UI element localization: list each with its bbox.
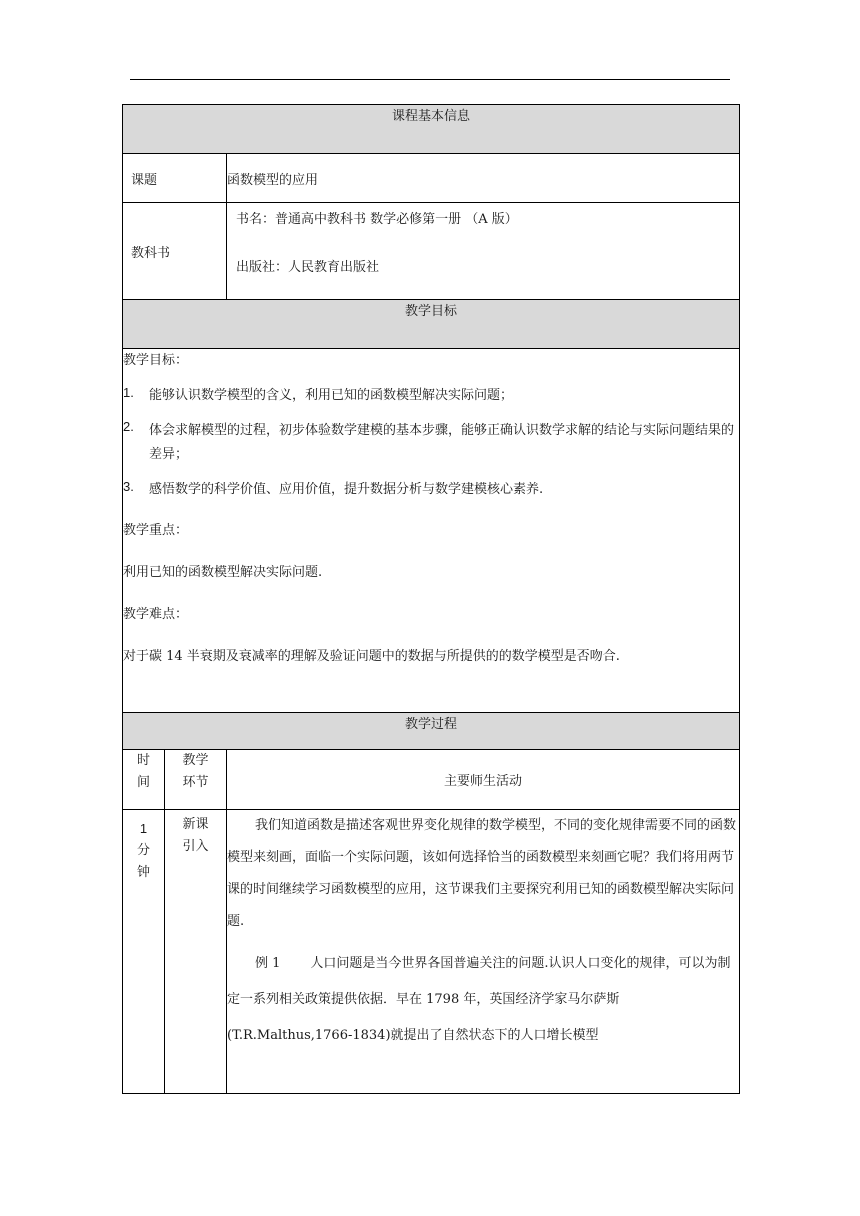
header-rule <box>130 79 730 80</box>
example-1-label: 例 1 <box>255 956 281 971</box>
section-title-course-info: 课程基本信息 <box>123 105 740 154</box>
section-title-goals: 教学目标 <box>123 300 740 349</box>
key-text: 利用已知的函数模型解决实际问题. <box>123 565 323 580</box>
textbook-label: 教科书 <box>123 203 227 300</box>
intro-paragraph: 我们知道函数是描述客观世界变化规律的数学模型，不同的变化规律需要不同的函数模型来刻画，面临一个实际问题，该如何选择恰当的函数模型来刻画它呢？我们将用两节课的时间继续学习函数模型的应用，这节课我们主要探究利用已知的函数模型解决实际问题. <box>227 818 737 929</box>
goals-heading: 教学目标： <box>123 353 189 368</box>
example-1 <box>227 946 739 1054</box>
topic-value: 函数模型的应用 <box>227 154 740 203</box>
textbook-name: 书名：普通高中教科书 数学必修第一册 （A 版） <box>236 212 518 227</box>
key-heading: 教学重点： <box>123 523 189 538</box>
goal-item-2: 2. 体会求解模型的过程，初步体验数学建模的基本步骤，能够正确认识数学求解的结论与实际问题结果的差异； <box>123 419 735 462</box>
difficulty-text: 对于碳 14 半衰期及衰减率的理解及验证问题中的数据与所提供的的数学模型是否吻合. <box>123 649 620 664</box>
col-header-activity: 主要师生活动 <box>227 750 740 810</box>
row1-activity <box>227 810 740 1094</box>
textbook-info <box>227 203 740 300</box>
col-header-stage: 教学 环节 <box>165 750 227 810</box>
goal-item-1: 1. 能够认识数学模型的含义，利用已知的函数模型解决实际问题； <box>123 385 514 403</box>
example-1-text: 人口问题是当今世界各国普遍关注的问题.认识人口变化的规律，可以为制定一系列相关政策提供依据．早在 1798 年，英国经济学家马尔萨斯(T.R.Malthus,1766-1834)就提出了自然状态下的人口增长模型 <box>227 956 731 1043</box>
goal-item-3: 3. 感悟数学的科学价值、应用价值，提升数据分析与数学建模核心素养. <box>123 479 544 497</box>
row1-time: 1 分 钟 <box>123 810 165 1094</box>
difficulty-heading: 教学难点： <box>123 607 189 622</box>
topic-label: 课题 <box>123 154 227 203</box>
goals-block <box>123 349 740 713</box>
lesson-plan-table <box>122 104 740 1094</box>
section-title-process: 教学过程 <box>123 713 740 750</box>
textbook-publisher: 出版社：人民教育出版社 <box>236 260 380 275</box>
col-header-time: 时 间 <box>123 750 165 810</box>
row1-stage: 新课 引入 <box>165 810 227 1094</box>
